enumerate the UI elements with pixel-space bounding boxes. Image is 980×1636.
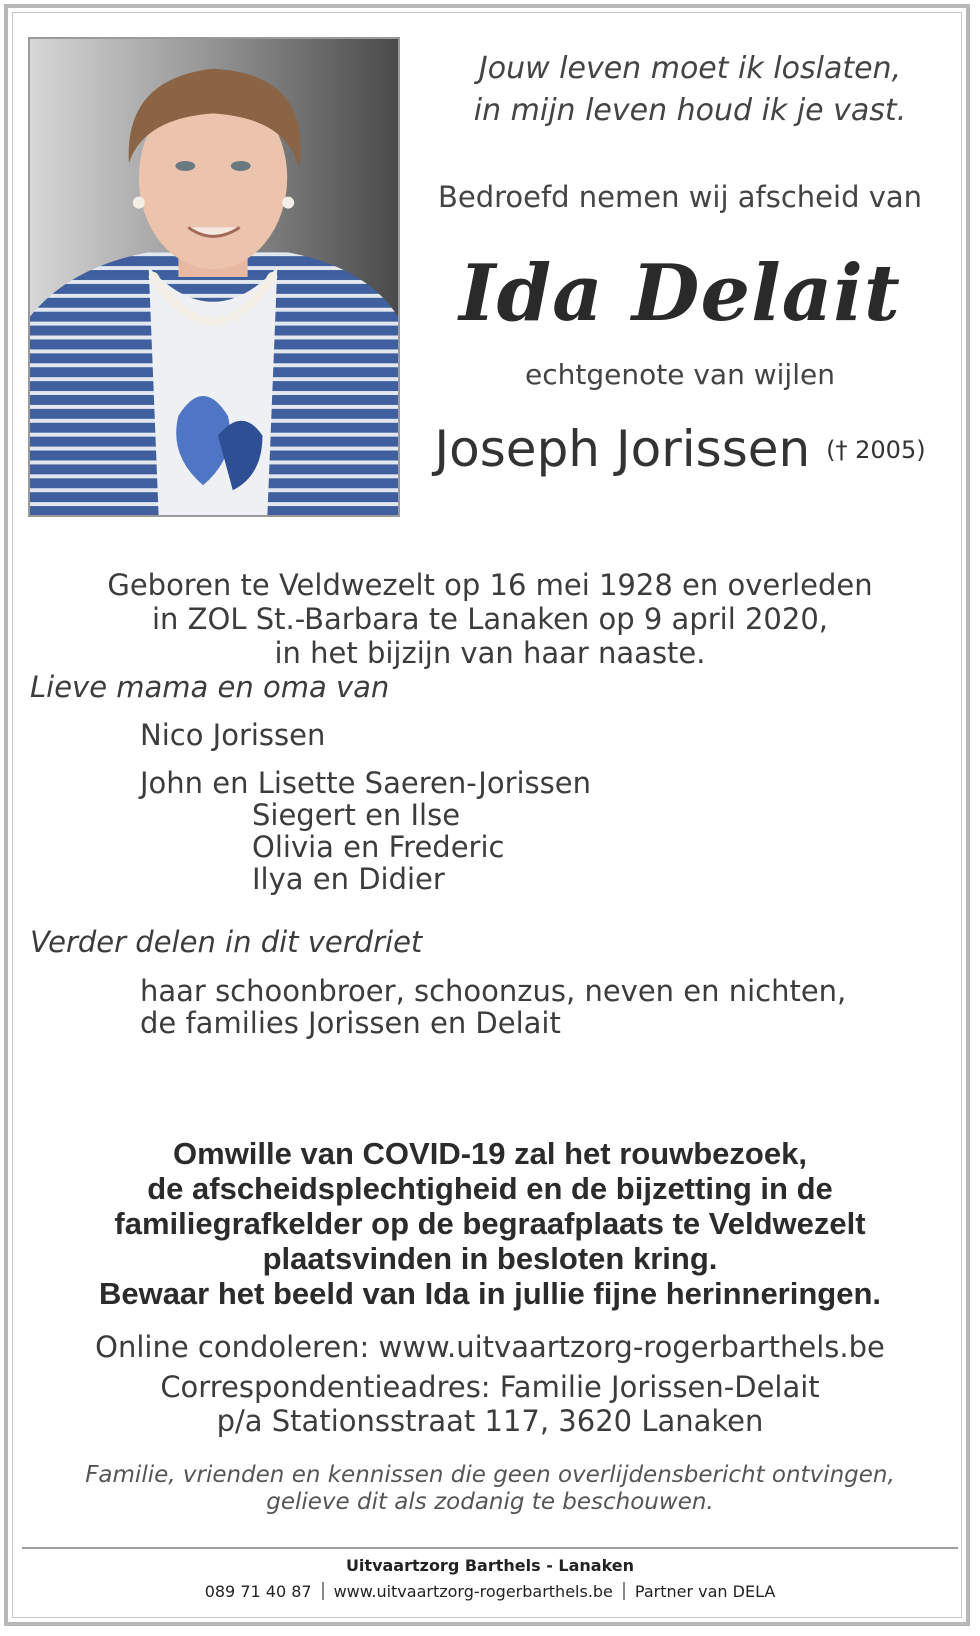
- quote: [440, 48, 940, 132]
- family-child-1: Nico Jorissen: [140, 718, 326, 752]
- footer-phone: 089 71 40 87: [204, 1582, 312, 1601]
- notice-text: [20, 1462, 960, 1516]
- footer-separator: [623, 1582, 625, 1600]
- quote-line-2: in mijn leven houd ik je vast.: [473, 93, 907, 128]
- correspondence-label: Correspondentieadres: Familie Jorissen-Delait: [160, 1370, 820, 1404]
- covid-line-4: plaatsvinden in besloten kring.: [262, 1241, 718, 1276]
- family-title: Lieve mama en oma van: [30, 670, 390, 704]
- quote-line-1: Jouw leven moet ik loslaten,: [478, 51, 902, 86]
- birth-line-3: in het bijzijn van haar naaste.: [274, 636, 706, 670]
- grandchild-1: Siegert en Ilse: [252, 798, 461, 832]
- covid-line-3: familiegrafkelder op de begraafplaats te Veldwezelt: [114, 1206, 866, 1241]
- intro-text: Bedroefd nemen wij afscheid van: [437, 180, 923, 214]
- further-title: Verder delen in dit verdriet: [30, 925, 423, 959]
- notice-line-2: gelieve dit als zodanig te beschouwen.: [266, 1489, 714, 1515]
- portrait-photo: [28, 37, 400, 517]
- online-condolence: Online condoleren: www.uitvaartzorg-rogerbarthels.be: [95, 1330, 885, 1364]
- grandchild-2: Olivia en Frederic: [252, 830, 505, 864]
- family-child-2: John en Lisette Saeren-Jorissen: [140, 766, 592, 800]
- contact-info: [20, 1330, 960, 1438]
- notice-line-1: Familie, vrienden en kennissen die geen overlijdensbericht ontvingen,: [85, 1462, 895, 1488]
- deceased-name: Ida Delait: [459, 248, 901, 339]
- birth-line-2: in ZOL St.-Barbara te Lanaken op 9 april 2020,: [151, 602, 829, 636]
- spouse-name: Joseph Jorissen: [434, 420, 811, 478]
- footer-partner: Partner van DELA: [634, 1582, 776, 1601]
- further-line-1: haar schoonbroer, schoonzus, neven en nichten,: [140, 974, 847, 1008]
- further-line-2: de families Jorissen en Delait: [140, 1006, 561, 1040]
- portrait-illustration: [30, 39, 398, 515]
- footer-website: www.uitvaartzorg-rogerbarthels.be: [333, 1582, 613, 1601]
- covid-notice: [20, 1136, 960, 1311]
- covid-line-2: de afscheidsplechtigheid en de bijzetting in de: [147, 1171, 833, 1206]
- footer-divider: [22, 1547, 958, 1549]
- spouse-death-year: († 2005): [826, 436, 926, 464]
- covid-line-5: Bewaar het beeld van Ida in jullie fijne herinneringen.: [98, 1276, 882, 1311]
- footer-separator: [322, 1582, 324, 1600]
- birth-line-1: Geboren te Veldwezelt op 16 mei 1928 en overleden: [107, 568, 873, 602]
- grandchild-3: Ilya en Didier: [252, 862, 445, 896]
- covid-line-1: Omwille van COVID-19 zal het rouwbezoek,: [173, 1136, 807, 1171]
- birth-death-info: [40, 568, 940, 670]
- footer-company: Uitvaartzorg Barthels - Lanaken: [345, 1556, 635, 1575]
- correspondence-address: p/a Stationsstraat 117, 3620 Lanaken: [216, 1404, 764, 1438]
- spouse-line: [400, 420, 960, 478]
- spouse-intro: echtgenote van wijlen: [525, 358, 835, 391]
- footer-details: [20, 1582, 960, 1601]
